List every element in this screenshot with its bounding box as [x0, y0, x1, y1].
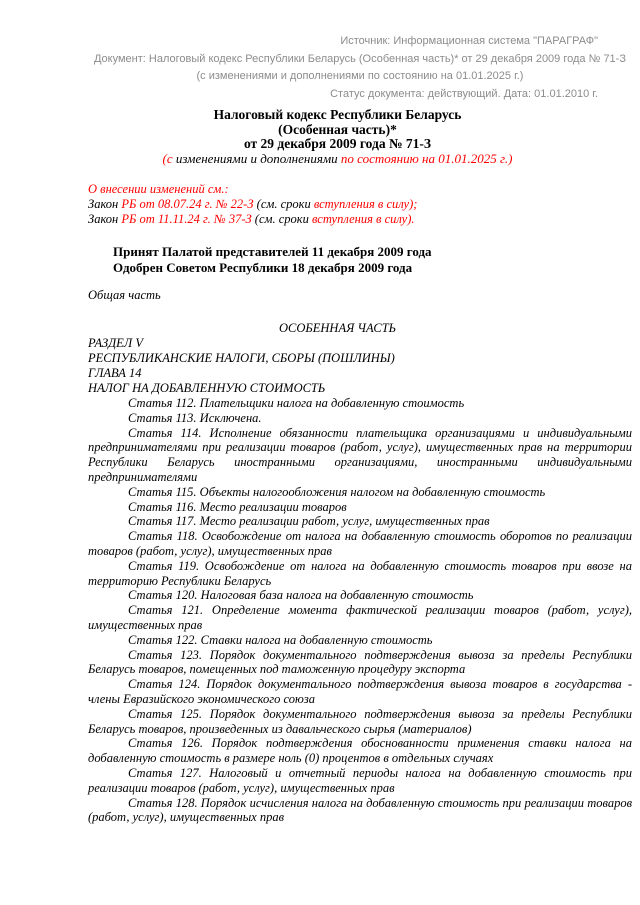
toc-article-line: Статья 115. Объекты налогообложения налогом на добавленную стоимость	[128, 484, 546, 499]
meta-status: Статус документа: действующий. Дата: 01.01.2010 г.	[330, 87, 598, 100]
amendment-law-line	[88, 197, 632, 212]
section-glava: ГЛАВА 14	[88, 366, 142, 380]
title-line-2: (Особенная часть)*	[278, 121, 397, 137]
toc-article-line: Статья 120. Налоговая база налога на добавленную стоимость	[128, 588, 474, 603]
section-razdel: РАЗДЕЛ V	[88, 336, 144, 350]
document-meta	[88, 33, 632, 103]
toc-article-line: Статья 113. Исключена.	[128, 410, 262, 425]
text-segment: изменениями и дополнениями	[175, 150, 341, 166]
toc-article-line: Статья 117. Место реализации работ, услуг, имущественных прав	[128, 514, 490, 529]
amendment-law-line	[88, 212, 632, 227]
adoption-block	[88, 244, 632, 275]
meta-source: Источник: Информационная система "ПАРАГРАФ"	[340, 35, 598, 47]
toc-article-line: Статья 123. Порядок документального подтверждения вывоза за пределы Республики Беларусь товаров, помещенных под таможенную процедуру экспорта	[88, 647, 632, 677]
toc-article-line: Статья 116. Место реализации товаров	[128, 499, 347, 514]
articles-toc	[88, 396, 632, 825]
toc-article-line: Статья 119. Освобождение от налога на добавленную стоимость товаров при ввозе на территорию Республики Беларусь	[88, 558, 632, 588]
text-segment: Закон	[88, 197, 122, 211]
section-glava-title: НАЛОГ НА ДОБАВЛЕННУЮ СТОИМОСТЬ	[88, 381, 326, 395]
amendment-link[interactable]: (с	[162, 150, 176, 166]
amendment-link[interactable]: РБ от 08.07.24 г. № 22-З	[121, 197, 254, 211]
toc-article-line: Статья 122. Ставки налога на добавленную стоимость	[128, 632, 433, 647]
amendment-link[interactable]: по состоянию на 01.01.2025 г.)	[340, 150, 513, 166]
amendment-link[interactable]: РБ от 11.11.24 г. № 37-З	[121, 212, 252, 226]
special-part-heading: ОСОБЕННАЯ ЧАСТЬ	[278, 321, 397, 335]
amendments-intro: О внесении изменений см.:	[88, 182, 229, 196]
toc-article-line: Статья 126. Порядок подтверждения обоснованности применения ставки налога на добавленную стоимость в размере ноль (0) процентов в отдельных случаях	[88, 736, 632, 766]
toc-article-line: Статья 124. Порядок документального подтверждения вывоза товаров в государства - члены Евразийского экономического союза	[88, 677, 632, 706]
text-segment: Закон	[88, 212, 122, 226]
amendment-link[interactable]: вступления в силу).	[312, 212, 415, 226]
title-line-3: от 29 декабря 2009 года № 71-З	[243, 136, 432, 151]
adopted-line-1: Принят Палатой представителей 11 декабря 2009 года	[113, 244, 432, 259]
toc-article-line: Статья 112. Плательщики налога на добавленную стоимость	[128, 396, 465, 410]
toc-article-line: Статья 127. Налоговый и отчетный периоды налога на добавленную стоимость при реализации товаров (работ, услуг), имущественных прав	[88, 765, 632, 795]
general-part-label: Общая часть	[88, 288, 161, 302]
adopted-line-2: Одобрен Советом Республики 18 декабря 2009 года	[113, 259, 413, 275]
text-segment: (см. сроки	[251, 212, 313, 226]
document-title	[88, 108, 587, 166]
toc-article-line: Статья 118. Освобождение от налога на добавленную стоимость оборотов по реализации товаров (работ, услуг), имущественных прав	[88, 529, 632, 558]
toc-article-line: Статья 114. Исполнение обязанности плательщика организациями и индивидуальными предпринимателями при реализации товаров (работ, услуг), имущественных прав на территории Республики Беларусь иностранными организациями, иностранными индивидуальными предпринимателями	[88, 425, 632, 484]
toc-article-line: Статья 121. Определение момента фактической реализации товаров (работ, услуг), имущественных прав	[88, 603, 632, 632]
toc-article-line: Статья 125. Порядок документального подтверждения вывоза за пределы Республики Беларусь товаров, произведенных из давальческого сырья (материалов)	[88, 706, 632, 736]
amendments-block	[88, 182, 632, 227]
toc-article-line: Статья 128. Порядок исчисления налога на добавленную стоимость при реализации товаров (работ, услуг), имущественных прав	[88, 795, 632, 825]
section-razdel-title: РЕСПУБЛИКАНСКИЕ НАЛОГИ, СБОРЫ (ПОШЛИНЫ)	[88, 351, 395, 365]
text-segment: (см. сроки	[253, 197, 314, 211]
amendment-link[interactable]: вступления в силу);	[313, 197, 418, 211]
meta-document: Документ: Налоговый кодекс Республики Беларусь (Особенная часть)* от 29 декабря 2009 года № 71-З (с изменениями и дополнениями по состоянию на 01.01.2025 г.)	[93, 52, 626, 82]
title-amendment-note	[88, 152, 587, 167]
title-line-1: Налоговый кодекс Республики Беларусь	[213, 107, 462, 122]
